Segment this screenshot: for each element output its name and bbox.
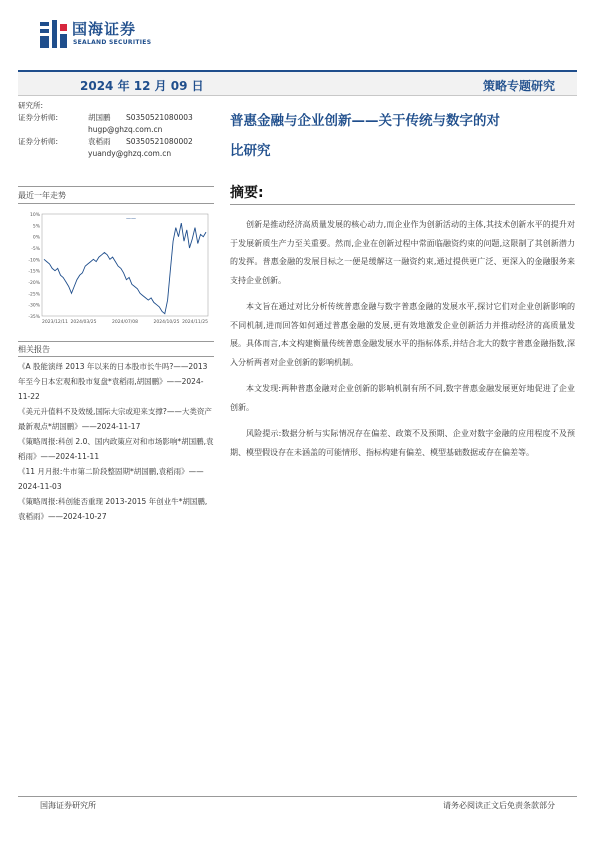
y-tick-label: -35% <box>28 315 40 320</box>
report-date: 2024 年 12 月 09 日 <box>80 79 204 93</box>
trend-title: 最近一年走势 <box>18 191 66 200</box>
report-title <box>230 106 570 166</box>
chart-legend: —— <box>126 216 136 222</box>
x-tick-label: 2023/12/11 <box>42 320 68 325</box>
trend-chart-svg <box>18 206 214 330</box>
chart-frame <box>42 214 208 316</box>
y-tick-label: 5% <box>32 224 40 230</box>
analyst-name: 胡国鹏 <box>88 113 111 122</box>
brand-mark-icon <box>40 20 68 50</box>
analyst-code: S0350521080002 <box>126 137 193 146</box>
related-reports-list <box>18 359 214 524</box>
x-tick-label: 2024/03/25 <box>70 320 97 325</box>
abstract-paragraph: 本文旨在通过对比分析传统普惠金融与数字普惠金融的发展水平,探讨它们对企业创新影响的不同机制,进而回答如何通过普惠金融的发展,更有效地激发企业创新活力并推动经济的高质量发展。具体而言,本文构建衡量传统普惠金融发展水平的指标体系,并结合北大的数字普惠金融指数,深入分析两者对企业创新的影响机制。 <box>230 302 575 367</box>
brand-name-cn: 国海证券 <box>72 20 137 38</box>
x-tick-label: 2024/07/08 <box>112 320 138 325</box>
y-tick-label: -30% <box>28 303 40 309</box>
footer-disclaimer: 请务必阅读正文后免责条款部分 <box>443 801 555 810</box>
analyst-code: S0350521080003 <box>126 113 193 122</box>
y-tick-label: -10% <box>28 258 40 264</box>
related-report-item[interactable]: 《美元升值料不及效缓,国际大宗或迎来支撑?——大类资产最新观点*胡国鹏》——2024-11-17 <box>18 407 212 431</box>
related-report-item[interactable]: 《策略周报:科创 2.0、国内政策应对和市场影响*胡国鹏,袁稻雨》——2024-11-11 <box>18 437 214 461</box>
brand-logo <box>40 18 190 54</box>
related-report-item[interactable]: 《11 月月报:牛市第二阶段整固期*胡国鹏,袁稻雨》——2024-11-03 <box>18 467 204 491</box>
header-bar <box>18 70 577 96</box>
divider <box>18 203 214 204</box>
x-tick-label: 2024/10/25 <box>153 320 180 325</box>
divider <box>18 356 214 357</box>
report-type: 策略专题研究 <box>482 79 555 93</box>
x-tick-label: 2024/11/25 <box>182 320 208 325</box>
analyst-role-label: 证券分析师: <box>18 113 59 122</box>
report-title-line: 普惠金融与企业创新——关于传统与数字的对 <box>230 113 500 129</box>
analyst-email[interactable]: hugp@ghzq.com.cn <box>88 125 163 134</box>
analyst-email[interactable]: yuandy@ghzq.com.cn <box>88 149 172 158</box>
related-report-item[interactable]: 《A 股能演绎 2013 年以来的日本股市长牛吗?——2013 年至今日本宏观和股市复盘*袁稻雨,胡国鹏》——2024-11-22 <box>18 362 208 401</box>
footer-institute: 国海证券研究所 <box>40 801 96 810</box>
analyst-info <box>18 100 208 160</box>
y-tick-label: -20% <box>28 281 40 286</box>
report-title-line: 比研究 <box>230 143 271 159</box>
trend-chart <box>18 206 214 330</box>
abstract-body <box>230 216 575 470</box>
abstract-paragraph: 创新是推动经济高质量发展的核心动力,而企业作为创新活动的主体,其技术创新水平的提升对于发展新质生产力至关重要。然而,企业在创新过程中常面临融资约束的问题,这限制了其创新潜力的发挥。普惠金融的发展目标之一便是缓解这一融资约束,通过提供更广泛、更深入的金融服务来支持企业创新。 <box>230 220 575 285</box>
y-tick-label: 10% <box>29 213 40 218</box>
series-line <box>44 223 206 314</box>
divider <box>230 204 575 205</box>
divider <box>18 341 214 342</box>
analyst-role-label: 证券分析师: <box>18 137 59 146</box>
related-report-item[interactable]: 《策略周报:科创能否重现 2013-2015 年创业牛*胡国鹏,袁稻雨》——2024-10-27 <box>18 497 208 521</box>
footer-divider <box>18 796 577 797</box>
brand-name-en: SEALAND SECURITIES <box>73 39 152 46</box>
abstract-paragraph: 本文发现:两种普惠金融对企业创新的影响机制有所不同,数字普惠金融发展更好地促进了企业创新。 <box>230 384 575 412</box>
y-tick-label: -15% <box>28 269 40 275</box>
analyst-name: 袁稻雨 <box>88 137 111 146</box>
y-tick-label: 0% <box>32 235 40 241</box>
abstract-paragraph: 风险提示:数据分析与实际情况存在偏差、政策不及预期、企业对数字金融的应用程度不及预期、模型假设存在未涵盖的可能情形、指标构建有偏差、模型基础数据或存在偏差等。 <box>230 429 575 457</box>
abstract-heading: 摘要: <box>230 185 264 201</box>
related-title: 相关报告 <box>18 345 50 354</box>
divider <box>18 186 214 187</box>
y-tick-label: -25% <box>28 292 40 298</box>
institute-label: 研究所: <box>18 101 44 110</box>
y-tick-label: -5% <box>31 247 40 252</box>
